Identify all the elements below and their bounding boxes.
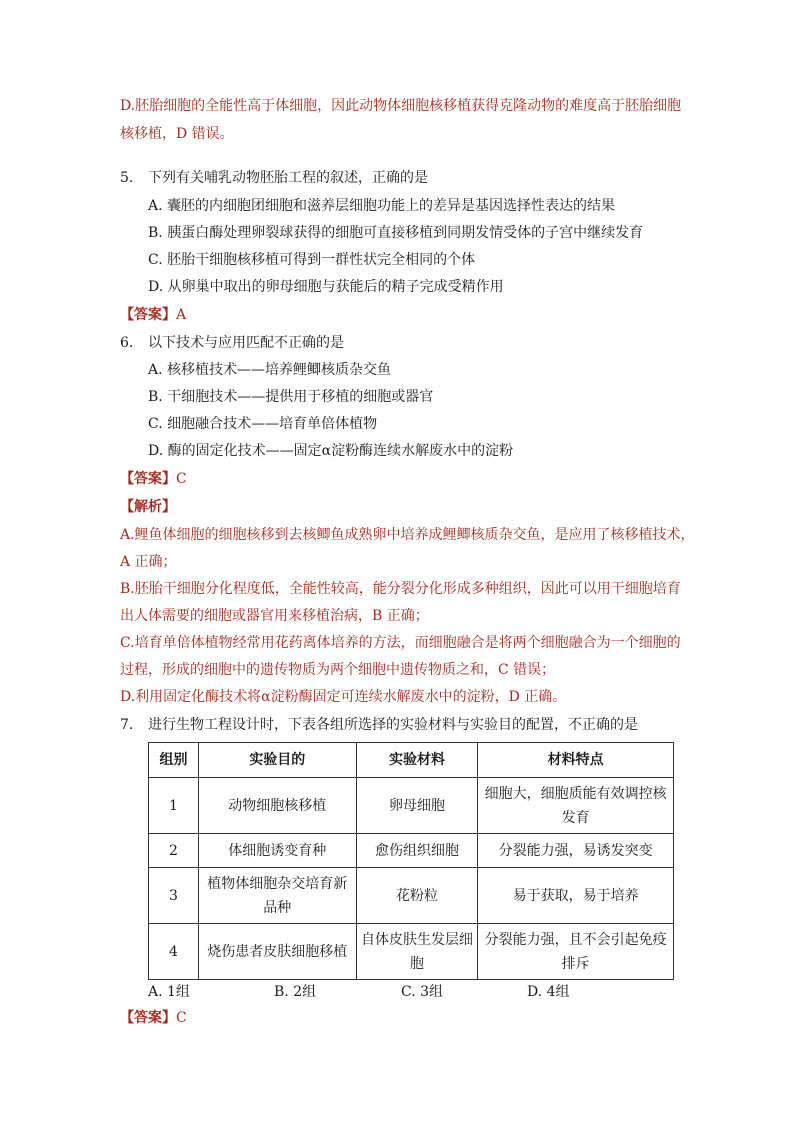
table-cell: 细胞大，细胞质能有效调控核发育	[478, 778, 674, 834]
answer-value: C	[176, 1010, 187, 1026]
question-stem: 以下技术与应用匹配不正确的是	[148, 335, 344, 351]
choice-c: C. 3组	[401, 984, 444, 1000]
header-cell: 实验材料	[356, 743, 478, 778]
option-d: D. 从卵巢中取出的卵母细胞与获能后的精子完成受精作用	[148, 279, 504, 295]
table-row	[149, 778, 674, 834]
analysis-label: 【解析】	[120, 499, 176, 515]
table-cell: 易于获取，易于培养	[478, 868, 674, 924]
choice-a: A. 1组	[148, 984, 190, 1000]
choice-b: B. 2组	[274, 984, 317, 1000]
option-a: A. 囊胚的内细胞团细胞和滋养层细胞功能上的差异是基因选择性表达的结果	[148, 198, 616, 214]
analysis-line: B.胚胎干细胞分化程度低，全能性较高，能分裂分化形成多种组织，因此可以用干细胞培育	[120, 581, 681, 597]
table-row	[149, 924, 674, 980]
table-cell: 1	[149, 778, 199, 834]
answer-line	[120, 1008, 187, 1028]
table-row	[149, 868, 674, 924]
table-cell: 4	[149, 924, 199, 980]
option-b: B. 干细胞技术——提供用于移植的细胞或器官	[148, 389, 434, 405]
table-cell: 分裂能力强，且不会引起免疫排斥	[478, 924, 674, 980]
question-number: 7.	[120, 717, 134, 733]
table-cell: 烧伤患者皮肤细胞移植	[198, 924, 356, 980]
analysis-line: A 正确；	[120, 554, 177, 570]
analysis-line: 出人体需要的细胞或器官用来移植治病，B 正确；	[120, 608, 429, 624]
table-cell: 3	[149, 868, 199, 924]
table-cell: 分裂能力强，易诱发突变	[478, 834, 674, 868]
option-a: A. 核移植技术——培养鲤鲫核质杂交鱼	[148, 362, 392, 378]
analysis-line: D.利用固定化酶技术将α淀粉酶固定可连续水解废水中的淀粉，D 正确。	[120, 689, 567, 705]
question-stem: 下列有关哺乳动物胚胎工程的叙述，正确的是	[148, 170, 428, 186]
table-cell: 花粉粒	[356, 868, 478, 924]
table-cell: 植物体细胞杂交培育新品种	[198, 868, 356, 924]
answer-label: 【答案】	[120, 471, 176, 487]
option-c: C. 胚胎干细胞核移植可得到一群性状完全相同的个体	[148, 252, 476, 268]
header-cell: 组别	[149, 743, 199, 778]
explanation-line: D.胚胎细胞的全能性高于体细胞，因此动物体细胞核移植获得克隆动物的难度高于胚胎细胞	[120, 98, 682, 114]
analysis-line: A.鲤鱼体细胞的细胞核移到去核鲫鱼成熟卵中培养成鲤鲫核质杂交鱼，是应用了核移植技术，	[120, 527, 695, 543]
table-cell: 体细胞诱变育种	[198, 834, 356, 868]
table-header-row	[149, 743, 674, 778]
table-cell: 愈伤组织细胞	[356, 834, 478, 868]
answer-line	[120, 305, 186, 325]
header-cell: 材料特点	[478, 743, 674, 778]
table-row	[149, 834, 674, 868]
choice-d: D. 4组	[527, 984, 570, 1000]
answer-value: C	[176, 471, 187, 487]
question-number: 5.	[120, 170, 134, 186]
option-c: C. 细胞融合技术——培育单倍体植物	[148, 416, 378, 432]
question-stem: 进行生物工程设计时，下表各组所选择的实验材料与实验目的配置，不正确的是	[148, 717, 638, 733]
option-d: D. 酶的固定化技术——固定α淀粉酶连续水解废水中的淀粉	[148, 443, 514, 459]
table-cell: 卵母细胞	[356, 778, 478, 834]
experiment-table	[148, 742, 674, 980]
table-cell: 2	[149, 834, 199, 868]
analysis-line: C.培育单倍体植物经常用花药离体培养的方法，而细胞融合是将两个细胞融合为一个细胞的	[120, 635, 681, 651]
option-b: B. 胰蛋白酶处理卵裂球获得的细胞可直接移植到同期发情受体的子宫中继续发育	[148, 225, 644, 241]
analysis-line: 过程，形成的细胞中的遗传物质为两个细胞中遗传物质之和，C 错误；	[120, 662, 556, 678]
table-cell: 动物细胞核移植	[198, 778, 356, 834]
explanation-line: 核移植，D 错误。	[120, 126, 234, 142]
answer-line	[120, 469, 187, 489]
answer-value: A	[176, 307, 187, 323]
header-cell: 实验目的	[198, 743, 356, 778]
answer-label: 【答案】	[120, 1010, 176, 1026]
answer-label: 【答案】	[120, 307, 176, 323]
question-number: 6.	[120, 335, 134, 351]
table-cell: 自体皮肤生发层细胞	[356, 924, 478, 980]
choices-row	[148, 982, 570, 1002]
